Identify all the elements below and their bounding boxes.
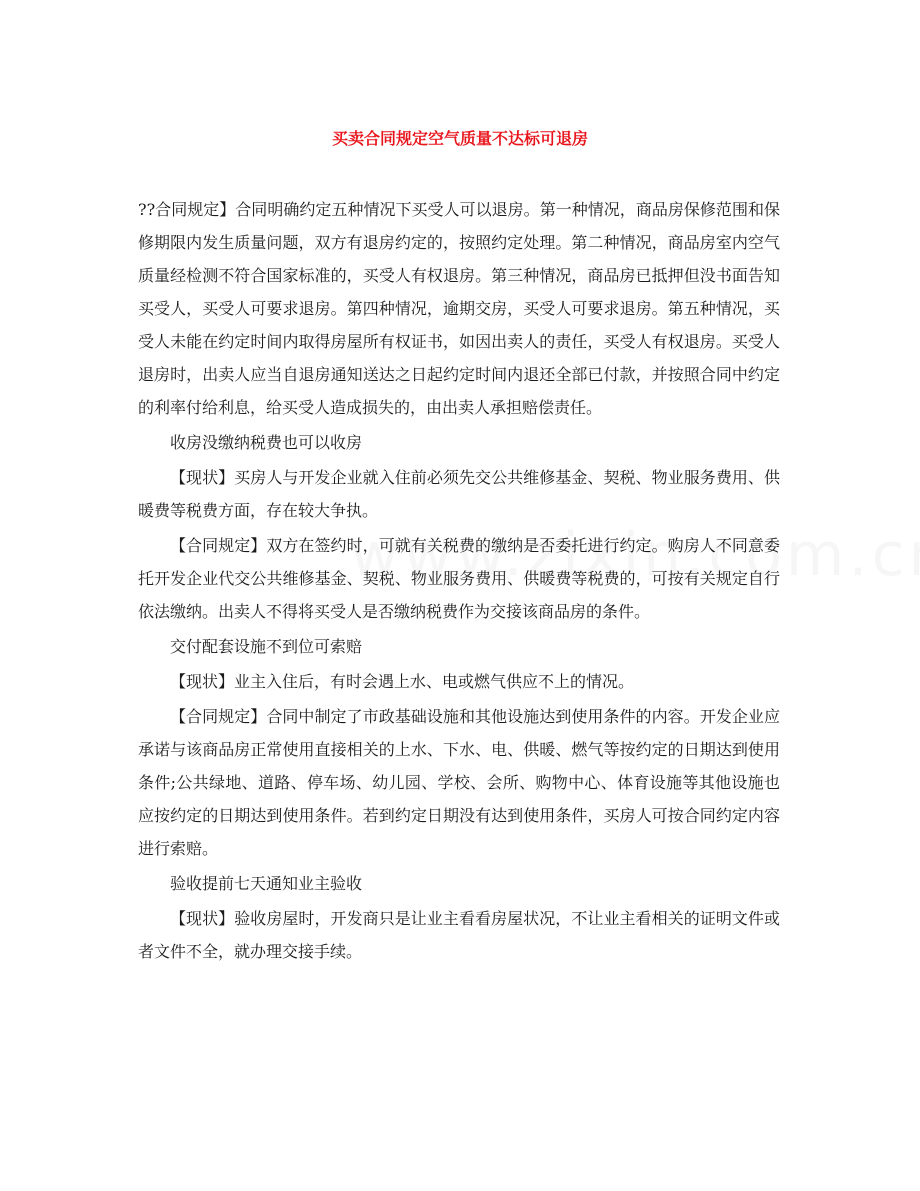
section-heading-inspection: 验收提前七天通知业主验收 bbox=[170, 874, 363, 893]
section-heading-facilities: 交付配套设施不到位可索赔 bbox=[170, 637, 363, 656]
paragraph-status-inspection: 【现状】验收房屋时，开发商只是让业主看看房屋状况，不让业主看相关的证明文件或者文件不全，就办理交接手续。 bbox=[138, 909, 780, 961]
document-title: 买卖合同规定空气质量不达标可退房 bbox=[331, 129, 588, 148]
paragraph-contract-rules-refund: ??合同规定】合同明确约定五种情况下买受人可以退房。第一种情况，商品房保修范围和保修期限内发生质量问题，双方有退房约定的，按照约定处理。第二种情况，商品房室内空气质量经检测不符合国家标准的，买受人有权退房。第三种情况，商品房已抵押但没书面告知买受人，买受人可要求退房。第四种情况，逾期交房，买受人可要求退房。第五种情况，买受人未能在约定时间内取得房屋所有权证书，如因出卖人的责任，买受人有权退房。买受人退房时，出卖人应当自退房通知送达之日起约定时间内退还全部已付款，并按照合同中约定的利率付给利息，给买受人造成损失的，由出卖人承担赔偿责任。 bbox=[138, 200, 780, 417]
document-body bbox=[138, 193, 780, 970]
paragraph-status-facilities: 【现状】业主入住后，有时会遇上水、电或燃气供应不上的情况。 bbox=[170, 672, 635, 691]
paragraph-status-taxes: 【现状】买房人与开发企业就入住前必须先交公共维修基金、契税、物业服务费用、供暖费等税费方面，存在较大争执。 bbox=[138, 468, 780, 520]
paragraph-contract-rules-facilities: 【合同规定】合同中制定了市政基础设施和其他设施达到使用条件的内容。开发企业应承诺与该商品房正常使用直接相关的上水、下水、电、供暖、燃气等按约定的日期达到使用条件;公共绿地、道路、停车场、幼儿园、学校、会所、购物中心、体育设施等其他设施也应按约定的日期达到使用条件。若到约定日期没有达到使用条件，买房人可按合同约定内容进行索赔。 bbox=[138, 707, 780, 858]
section-heading-taxes: 收房没缴纳税费也可以收房 bbox=[170, 433, 363, 452]
paragraph-contract-rules-taxes: 【合同规定】双方在签约时，可就有关税费的缴纳是否委托进行约定。购房人不同意委托开发企业代交公共维修基金、契税、物业服务费用、供暖费等税费的，可按有关规定自行依法缴纳。出卖人不得将买受人是否缴纳税费作为交接该商品房的条件。 bbox=[138, 536, 780, 621]
